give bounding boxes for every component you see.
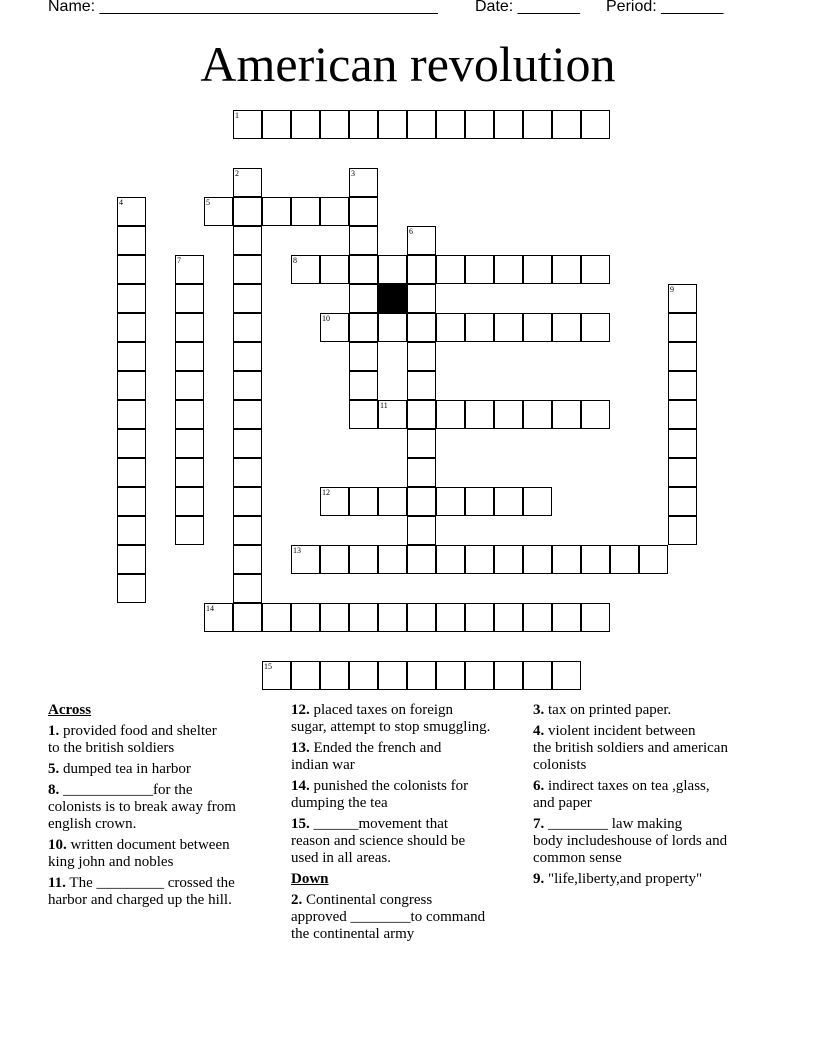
grid-cell[interactable] [465,545,494,574]
clue-column-2 [291,702,529,947]
grid-cell[interactable] [523,603,552,632]
grid-cell[interactable] [465,487,494,516]
grid-cell[interactable] [349,661,378,690]
grid-cell[interactable] [349,197,378,226]
grid-cell[interactable] [668,400,697,429]
grid-cell[interactable] [523,110,552,139]
grid-cell[interactable] [465,110,494,139]
grid-cell[interactable] [610,545,639,574]
grid-cell[interactable] [407,110,436,139]
clue-number: 7. [533,816,545,832]
grid-cell[interactable] [523,313,552,342]
clue-text: provided food and shelter to the british soldiers [48,723,217,756]
grid-cell[interactable] [291,197,320,226]
grid-cell[interactable] [581,545,610,574]
grid-cell[interactable] [465,661,494,690]
clue-text: Ended the french and indian war [291,740,442,773]
grid-cell[interactable] [407,226,436,255]
clue-item [48,837,280,871]
grid-cell[interactable] [465,603,494,632]
grid-cell[interactable] [436,603,465,632]
clue-text: tax on printed paper. [548,702,672,718]
clue-number: 4. [533,723,545,739]
grid-cell[interactable] [117,429,146,458]
grid-cell[interactable] [465,313,494,342]
grid-cell[interactable] [378,545,407,574]
grid-cell[interactable] [349,255,378,284]
grid-cell[interactable] [581,400,610,429]
grid-cell[interactable] [349,226,378,255]
grid-cell[interactable] [494,313,523,342]
grid-cell[interactable] [436,661,465,690]
grid-cell[interactable] [407,603,436,632]
grid-cell[interactable] [320,545,349,574]
grid-cell[interactable] [407,429,436,458]
date-field-label: Date: _______ [475,0,580,15]
clue-number: 14. [291,778,310,794]
grid-cell[interactable] [233,255,262,284]
grid-cell[interactable] [320,197,349,226]
grid-cell[interactable] [349,168,378,197]
grid-cell[interactable] [349,400,378,429]
clue-number: 9. [533,871,545,887]
grid-cell[interactable] [175,313,204,342]
grid-cell[interactable] [233,284,262,313]
name-field-label: Name: ______________________________________ [48,0,438,15]
grid-cell[interactable] [349,284,378,313]
grid-cell[interactable] [233,516,262,545]
grid-cell[interactable] [175,371,204,400]
grid-cell[interactable] [378,255,407,284]
grid-cell[interactable] [523,487,552,516]
grid-cell[interactable] [320,110,349,139]
clue-number: 13. [291,740,310,756]
grid-cell[interactable] [233,197,262,226]
across-heading: Across [48,702,92,718]
clue-column-1 [48,702,280,913]
grid-cell[interactable] [349,371,378,400]
grid-cell[interactable] [494,661,523,690]
clue-number: 8. [48,782,60,798]
clue-text: dumped tea in harbor [63,761,191,777]
clue-item [291,740,529,774]
grid-cell[interactable] [581,110,610,139]
clue-number-label: 2 [235,169,239,178]
grid-cell[interactable] [320,313,349,342]
grid-cell[interactable] [407,400,436,429]
grid-cell[interactable] [436,400,465,429]
grid-cell[interactable] [117,197,146,226]
grid-cell[interactable] [175,400,204,429]
grid-cell[interactable] [407,545,436,574]
grid-cell[interactable] [262,661,291,690]
grid-cell[interactable] [668,516,697,545]
grid-cell[interactable] [378,487,407,516]
clue-item [533,871,783,888]
grid-cell[interactable] [233,458,262,487]
grid-cell[interactable] [117,226,146,255]
grid-cell[interactable] [552,603,581,632]
grid-cell[interactable] [523,661,552,690]
clue-column-3 [533,702,783,892]
grid-cell[interactable] [523,545,552,574]
clue-item [533,816,783,867]
grid-cell[interactable] [407,313,436,342]
clue-number: 5. [48,761,60,777]
grid-cell[interactable] [668,487,697,516]
grid-cell[interactable] [233,603,262,632]
grid-cell[interactable] [523,255,552,284]
grid-cell[interactable] [494,487,523,516]
grid-cell[interactable] [175,284,204,313]
clue-number-label: 4 [119,198,123,207]
grid-cell[interactable] [639,545,668,574]
grid-cell[interactable] [233,574,262,603]
grid-cell[interactable] [291,603,320,632]
grid-cell[interactable] [581,255,610,284]
clue-item [533,702,783,719]
grid-cell[interactable] [378,661,407,690]
clue-item [533,778,783,812]
grid-cell[interactable] [117,516,146,545]
clue-number-label: 13 [293,546,301,555]
grid-cell[interactable] [494,603,523,632]
clue-text: ____________for the colonists is to break away from english crown. [48,782,236,832]
grid-cell[interactable] [320,487,349,516]
clue-text: ________ law making body includeshouse of lords and common sense [533,816,728,866]
clue-text: indirect taxes on tea ,glass, and paper [533,778,710,811]
grid-cell[interactable] [117,255,146,284]
grid-cell[interactable] [262,110,291,139]
grid-cell[interactable] [552,313,581,342]
grid-cell-black [378,284,407,313]
grid-cell[interactable] [117,313,146,342]
grid-cell[interactable] [175,487,204,516]
period-field-label: Period: _______ [606,0,724,15]
grid-cell[interactable] [494,545,523,574]
clue-number-label: 12 [322,488,330,497]
grid-cell[interactable] [349,487,378,516]
clue-number: 12. [291,702,310,718]
grid-cell[interactable] [407,458,436,487]
clue-number-label: 9 [670,285,674,294]
grid-cell[interactable] [523,400,552,429]
clue-item [291,892,529,943]
clue-number: 11. [48,875,66,891]
grid-cell[interactable] [117,487,146,516]
grid-cell[interactable] [436,313,465,342]
grid-cell[interactable] [291,661,320,690]
page-title: American revolution [200,36,616,92]
grid-cell[interactable] [233,168,262,197]
grid-cell[interactable] [494,255,523,284]
clue-text: "life,liberty,and property" [548,871,703,887]
grid-cell[interactable] [436,255,465,284]
clue-item [48,875,280,909]
grid-cell[interactable] [291,545,320,574]
grid-cell[interactable] [349,545,378,574]
clue-text: Continental congress approved ________to command the continental army [291,892,486,942]
clue-number-label: 8 [293,256,297,265]
grid-cell[interactable] [581,603,610,632]
clue-item [291,702,529,736]
grid-cell[interactable] [117,371,146,400]
clue-number: 6. [533,778,545,794]
clue-item [48,782,280,833]
grid-cell[interactable] [407,661,436,690]
grid-cell[interactable] [291,255,320,284]
grid-cell[interactable] [117,545,146,574]
grid-cell[interactable] [262,603,291,632]
grid-cell[interactable] [552,545,581,574]
grid-cell[interactable] [494,400,523,429]
grid-cell[interactable] [233,342,262,371]
clue-text: violent incident between the british soldiers and american colonists [533,723,728,773]
grid-cell[interactable] [204,197,233,226]
grid-cell[interactable] [407,284,436,313]
grid-cell[interactable] [233,429,262,458]
clue-number-label: 10 [322,314,330,323]
grid-cell[interactable] [117,400,146,429]
clue-item [48,761,280,778]
down-heading: Down [291,871,329,887]
grid-cell[interactable] [349,603,378,632]
grid-cell[interactable] [668,458,697,487]
grid-cell[interactable] [175,516,204,545]
grid-cell[interactable] [378,400,407,429]
grid-cell[interactable] [117,458,146,487]
clue-item [291,816,529,867]
clue-text: written document between king john and nobles [48,837,230,870]
clue-text: The _________ crossed the harbor and charged up the hill. [48,875,235,908]
grid-cell[interactable] [320,661,349,690]
clue-number: 3. [533,702,545,718]
grid-cell[interactable] [465,400,494,429]
grid-cell[interactable] [465,255,494,284]
grid-cell[interactable] [175,342,204,371]
grid-cell[interactable] [436,487,465,516]
grid-cell[interactable] [668,342,697,371]
grid-cell[interactable] [117,574,146,603]
grid-cell[interactable] [407,255,436,284]
grid-cell[interactable] [581,313,610,342]
grid-cell[interactable] [349,342,378,371]
grid-cell[interactable] [668,284,697,313]
grid-cell[interactable] [668,371,697,400]
clue-item [291,778,529,812]
grid-cell[interactable] [436,110,465,139]
clue-number-label: 14 [206,604,214,613]
grid-cell[interactable] [378,110,407,139]
grid-cell[interactable] [175,255,204,284]
clue-number-label: 1 [235,111,239,120]
clue-item [48,723,280,757]
grid-cell[interactable] [407,371,436,400]
grid-cell[interactable] [204,603,233,632]
clue-number: 1. [48,723,60,739]
grid-cell[interactable] [378,313,407,342]
clue-text: placed taxes on foreign sugar, attempt to stop smuggling. [291,702,491,735]
clue-number-label: 6 [409,227,413,236]
grid-cell[interactable] [552,255,581,284]
grid-cell[interactable] [175,458,204,487]
grid-cell[interactable] [407,516,436,545]
grid-cell[interactable] [552,661,581,690]
grid-cell[interactable] [552,110,581,139]
grid-cell[interactable] [407,487,436,516]
grid-cell[interactable] [233,226,262,255]
grid-cell[interactable] [349,313,378,342]
grid-cell[interactable] [117,284,146,313]
clue-item [533,723,783,774]
grid-cell[interactable] [233,545,262,574]
clue-number-label: 3 [351,169,355,178]
clue-text: ______movement that reason and science should be used in all areas. [291,816,466,866]
clue-text: punished the colonists for dumping the tea [291,778,469,811]
clue-number-label: 11 [380,401,388,410]
grid-cell[interactable] [668,313,697,342]
clue-number: 2. [291,892,303,908]
grid-cell[interactable] [233,110,262,139]
grid-cell[interactable] [262,197,291,226]
clue-number: 15. [291,816,310,832]
grid-cell[interactable] [436,545,465,574]
grid-cell[interactable] [494,110,523,139]
grid-cell[interactable] [320,255,349,284]
clue-number-label: 7 [177,256,181,265]
grid-cell[interactable] [233,371,262,400]
grid-cell[interactable] [233,487,262,516]
clue-number-label: 5 [206,198,210,207]
grid-cell[interactable] [407,342,436,371]
grid-cell[interactable] [291,110,320,139]
grid-cell[interactable] [233,400,262,429]
clue-number-label: 15 [264,662,272,671]
grid-cell[interactable] [552,400,581,429]
grid-cell[interactable] [320,603,349,632]
grid-cell[interactable] [668,429,697,458]
grid-cell[interactable] [349,110,378,139]
grid-cell[interactable] [117,342,146,371]
grid-cell[interactable] [175,429,204,458]
grid-cell[interactable] [233,313,262,342]
grid-cell[interactable] [378,603,407,632]
clue-number: 10. [48,837,67,853]
